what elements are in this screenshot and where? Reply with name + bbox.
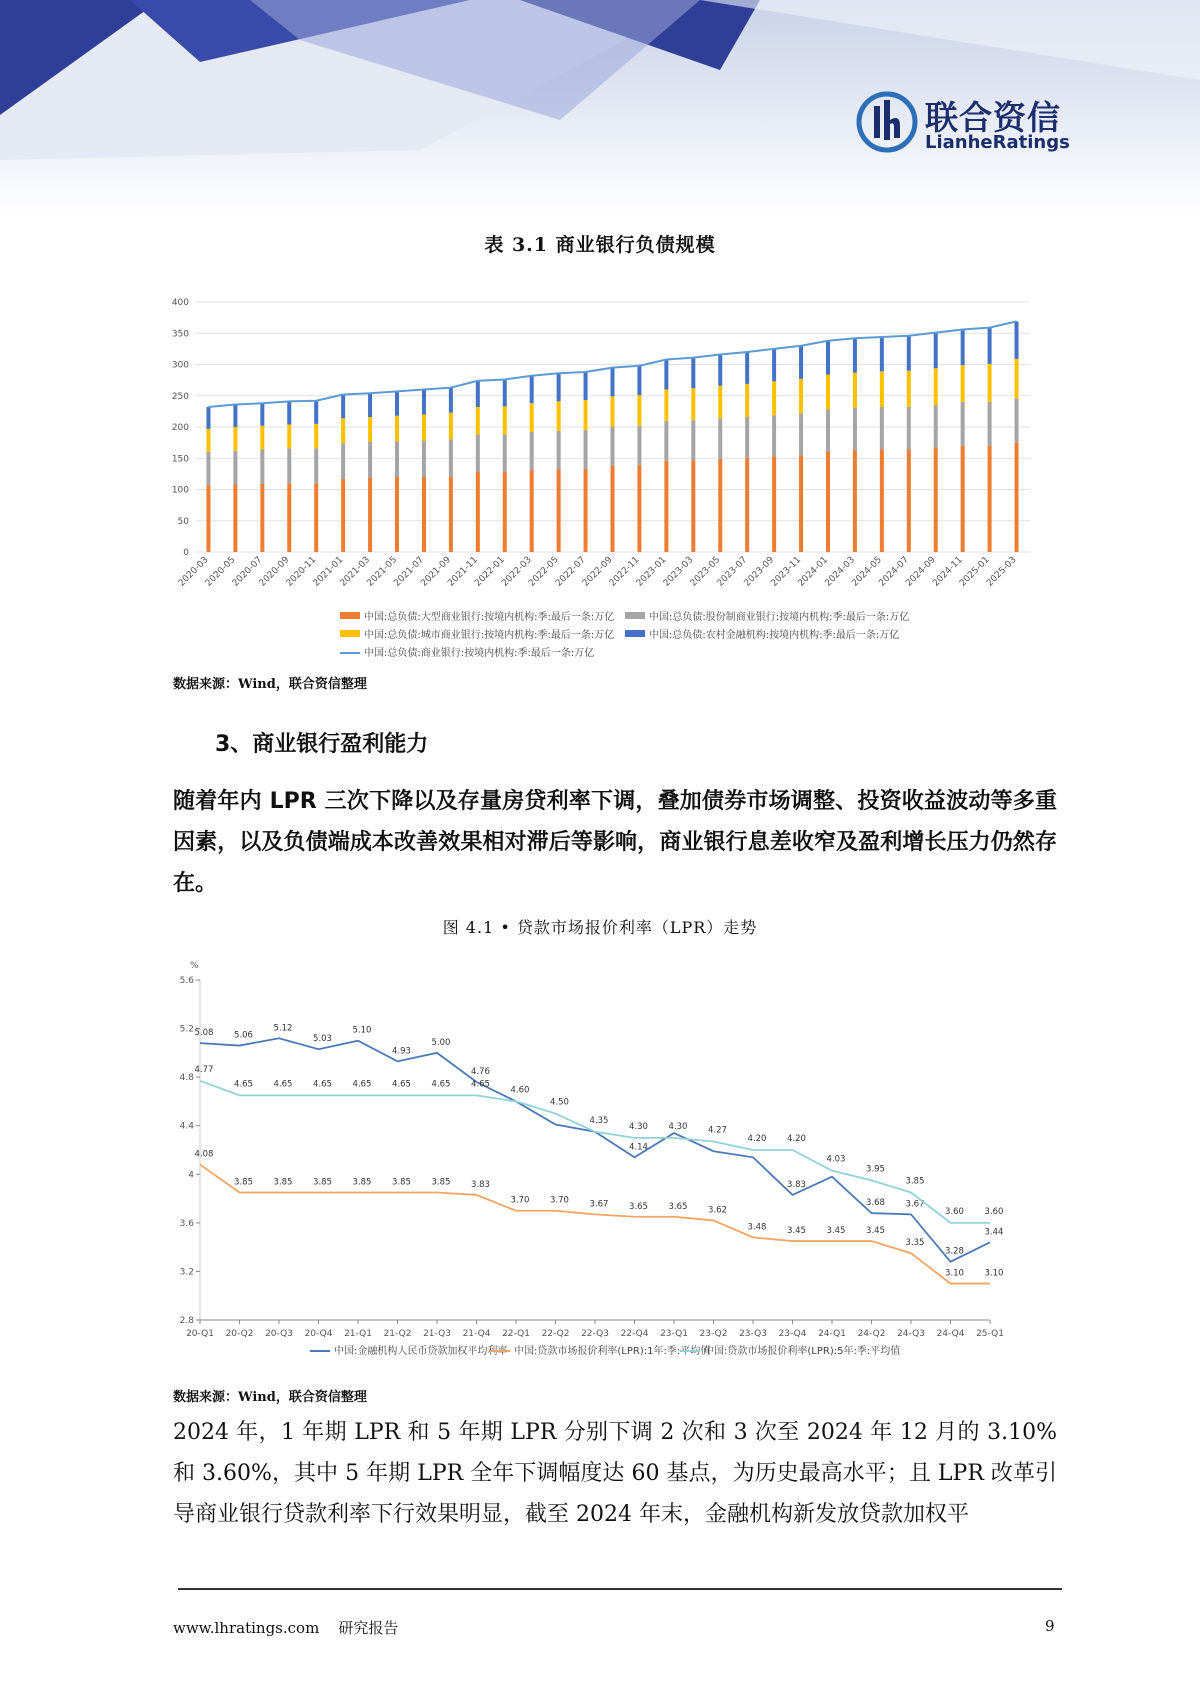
- data-label: 3.95: [866, 1164, 885, 1175]
- legend-label: 中国:总负债:股份制商业银行:按境内机构:季:最后一条:万亿: [649, 612, 910, 623]
- bar-segment: [341, 479, 345, 552]
- bar-segment: [422, 390, 426, 415]
- legend-label: 中国:金融机构人民币贷款加权平均利率: [334, 1346, 508, 1357]
- bar-segment: [449, 440, 453, 477]
- x-tick-label: 2020-07: [230, 555, 265, 589]
- bar-segment: [799, 413, 803, 455]
- bar-segment: [961, 365, 965, 402]
- x-tick-label: 22-Q3: [581, 1329, 609, 1339]
- data-label: 3.85: [431, 1177, 451, 1188]
- bar-segment: [664, 360, 668, 390]
- page-number: 9: [1045, 1617, 1055, 1635]
- brand-name-en: LianheRatings: [925, 132, 1070, 153]
- bar-segment: [584, 430, 588, 469]
- legend-label: 中国:总负债:商业银行:按境内机构:季:最后一条:万亿: [364, 648, 595, 659]
- section-heading: 3、商业银行盈利能力: [215, 732, 429, 757]
- bar-segment: [826, 341, 830, 375]
- y-tick-label: 200: [171, 423, 189, 433]
- bar-segment: [233, 405, 237, 428]
- y-tick-label: 350: [171, 329, 189, 340]
- data-label: 3.60: [984, 1206, 1004, 1217]
- x-tick-label: 24-Q3: [897, 1329, 925, 1339]
- data-label: 3.48: [747, 1222, 767, 1233]
- bar-segment: [557, 373, 561, 401]
- bar-segment: [233, 427, 237, 451]
- bar-segment: [853, 408, 857, 451]
- bar-segment: [395, 391, 399, 415]
- bar-segment: [206, 485, 210, 552]
- bar-segment: [1015, 398, 1019, 442]
- legend-swatch: [340, 630, 360, 637]
- data-label: 3.45: [866, 1226, 885, 1237]
- bar-segment: [745, 417, 749, 458]
- bar-segment: [260, 484, 264, 552]
- legend-label: 中国:总负债:城市商业银行:按境内机构:季:最后一条:万亿: [364, 630, 615, 641]
- bar-segment: [907, 336, 911, 371]
- bar-segment: [637, 426, 641, 465]
- bar-segment: [880, 337, 884, 371]
- data-label: 4.93: [392, 1046, 411, 1057]
- x-tick-label: 2023-03: [661, 555, 696, 589]
- bar-segment: [718, 386, 722, 419]
- data-label: 5.06: [234, 1030, 253, 1041]
- body-paragraph: 2024 年，1 年期 LPR 和 5 年期 LPR 分别下调 2 次和 3 次至 2024 年 12 月的 3.10%和 3.60%，其中 5 年期 LPR 全年下调幅度达 60 基点，为历史最高水平；且 LPR 改革引导商业银行贷款利率下行效果明显，截至 2024 年末，金融机构新发放贷款加权平: [173, 1420, 1057, 1527]
- bar-segment: [557, 431, 561, 470]
- bar-segment: [476, 435, 480, 473]
- data-label: 3.85: [905, 1176, 925, 1187]
- footer-report-type: 研究报告: [338, 1619, 399, 1637]
- brand-logo-icon: [855, 90, 919, 154]
- x-tick-label: 2023-09: [742, 555, 777, 589]
- data-label: 5.12: [273, 1023, 293, 1034]
- x-tick-label: 21-Q4: [462, 1329, 491, 1339]
- data-label: 4.65: [313, 1079, 332, 1090]
- bar-segment: [287, 425, 291, 449]
- x-tick-label: 23-Q2: [699, 1329, 728, 1339]
- bar-segment: [395, 416, 399, 442]
- bar-segment: [934, 405, 938, 448]
- x-tick-label: 2022-03: [500, 555, 534, 589]
- bar-segment: [368, 417, 372, 442]
- x-tick-label: 2025-01: [958, 555, 992, 589]
- bar-segment: [260, 403, 264, 426]
- bar-segment: [826, 375, 830, 410]
- x-tick-label: 2024-07: [877, 555, 911, 589]
- x-tick-label: 20-Q3: [265, 1329, 293, 1339]
- bar-segment: [422, 477, 426, 552]
- bar-segment: [961, 446, 965, 552]
- bar-segment: [530, 376, 534, 404]
- bar-segment: [826, 410, 830, 453]
- bar-segment: [691, 460, 695, 552]
- legend-label: 中国:总负债:农村金融机构:按境内机构:季:最后一条:万亿: [649, 630, 900, 641]
- x-tick-label: 2020-03: [176, 555, 211, 589]
- bar-segment: [476, 381, 480, 407]
- bar-segment: [233, 451, 237, 485]
- brand-logo: [855, 88, 1075, 158]
- data-label: 3.85: [313, 1177, 332, 1188]
- bar-segment: [664, 461, 668, 552]
- bar-segment: [988, 402, 992, 446]
- data-label: 3.70: [510, 1195, 530, 1206]
- data-label: 3.70: [550, 1195, 569, 1206]
- bar-segment: [503, 435, 507, 473]
- bar-segment: [907, 450, 911, 553]
- data-label: 4.77: [194, 1064, 214, 1075]
- bar-segment: [287, 448, 291, 483]
- x-tick-label: 2021-11: [446, 555, 480, 589]
- bar-segment: [530, 470, 534, 552]
- legend-swatch: [340, 612, 360, 619]
- summary-paragraph: 随着年内 LPR 三次下降以及存量房贷利率下调，叠加债券市场调整、投资收益波动等多重因素，以及负债端成本改善效果相对滞后等影响，商业银行息差收窄及盈利增长压力仍然存在。: [173, 789, 1057, 896]
- bar-segment: [287, 401, 291, 424]
- data-label: 3.67: [589, 1199, 609, 1210]
- x-tick-label: 22-Q1: [502, 1329, 530, 1339]
- bar-segment: [961, 402, 965, 446]
- legend-label: 中国:贷款市场报价利率(LPR):1年:季:平均值: [514, 1346, 711, 1357]
- y-unit-label: %: [190, 961, 199, 971]
- brand-name-cn: 联合资信: [925, 98, 1061, 137]
- bar-segment: [718, 418, 722, 459]
- x-tick-label: 2022-07: [554, 555, 588, 589]
- data-label: 3.83: [471, 1179, 490, 1190]
- data-label: 3.28: [945, 1246, 964, 1257]
- data-label: 3.44: [984, 1227, 1004, 1238]
- data-label: 4.60: [510, 1085, 530, 1096]
- bar-segment: [233, 485, 237, 553]
- data-label: 5.00: [431, 1037, 451, 1048]
- data-label: 4.08: [194, 1149, 214, 1160]
- data-label: 3.35: [905, 1238, 925, 1249]
- data-label: 3.85: [273, 1177, 293, 1188]
- chart1-source-note: 数据来源：Wind，联合资信整理: [173, 677, 367, 692]
- data-label: 4.65: [431, 1079, 451, 1090]
- x-tick-label: 2024-03: [823, 555, 858, 589]
- x-tick-label: 2025-03: [984, 555, 1019, 589]
- x-tick-label: 22-Q2: [541, 1329, 570, 1339]
- x-tick-label: 21-Q2: [383, 1329, 412, 1339]
- data-label: 5.08: [194, 1028, 214, 1039]
- x-tick-label: 2023-07: [715, 555, 750, 589]
- bar-segment: [772, 415, 776, 456]
- bar-segment: [988, 364, 992, 402]
- data-label: 4.03: [826, 1154, 846, 1165]
- bar-segment: [584, 372, 588, 400]
- bar-segment: [934, 368, 938, 405]
- bar-segment: [880, 371, 884, 407]
- bar-segment: [637, 465, 641, 552]
- x-tick-label: 2020-09: [257, 555, 292, 589]
- y-tick-label: 3.6: [179, 1218, 194, 1229]
- bar-segment: [422, 441, 426, 477]
- bar-segment: [880, 450, 884, 553]
- y-tick-label: 4.4: [179, 1121, 194, 1132]
- data-label: 4.35: [589, 1115, 609, 1126]
- data-label: 3.62: [708, 1205, 727, 1216]
- bar-segment: [206, 429, 210, 452]
- footer-divider: [178, 1588, 1062, 1590]
- bar-segment: [314, 401, 318, 424]
- bar-segment: [691, 388, 695, 420]
- bar-segment: [584, 469, 588, 552]
- bar-segment: [611, 466, 615, 552]
- footer-site-and-type: [173, 1617, 398, 1638]
- y-tick-label: 300: [171, 360, 189, 371]
- data-label: 3.83: [787, 1179, 806, 1190]
- legend-swatch: [625, 612, 645, 619]
- bar-segment: [368, 442, 372, 478]
- chart2-source-note: 数据来源：Wind，联合资信整理: [173, 1390, 367, 1405]
- x-tick-label: 2021-03: [338, 555, 373, 589]
- bar-segment: [422, 415, 426, 441]
- x-tick-label: 20-Q4: [304, 1329, 333, 1339]
- data-label: 3.85: [234, 1177, 253, 1188]
- bar-segment: [907, 407, 911, 450]
- bar-segment: [368, 478, 372, 552]
- bar-segment: [341, 443, 345, 479]
- y-tick-label: 50: [177, 516, 189, 527]
- x-tick-label: 24-Q4: [936, 1329, 965, 1339]
- data-label: 3.45: [787, 1226, 806, 1237]
- x-tick-label: 22-Q4: [620, 1329, 649, 1339]
- data-label: 4.76: [471, 1067, 490, 1077]
- data-label: 4.30: [629, 1121, 648, 1132]
- x-tick-label: 23-Q4: [778, 1329, 807, 1339]
- x-tick-label: 2021-05: [365, 555, 400, 589]
- bar-segment: [718, 355, 722, 386]
- x-tick-label: 2024-09: [904, 555, 938, 589]
- data-label: 4.65: [471, 1079, 490, 1090]
- bar-segment: [745, 352, 749, 384]
- data-label: 5.03: [313, 1034, 332, 1045]
- y-tick-label: 4.8: [179, 1073, 194, 1084]
- x-tick-label: 2024-05: [850, 555, 884, 589]
- x-tick-label: 24-Q1: [818, 1329, 846, 1339]
- bar-segment: [664, 390, 668, 421]
- x-tick-label: 2021-09: [419, 555, 454, 589]
- x-tick-label: 2023-11: [769, 555, 804, 589]
- bar-segment: [368, 393, 372, 417]
- bar-segment: [557, 470, 561, 553]
- x-tick-label: 2020-05: [203, 555, 238, 589]
- bar-segment: [530, 403, 534, 432]
- data-label: 3.65: [668, 1201, 688, 1212]
- bar-segment: [314, 424, 318, 448]
- data-label: 3.10: [945, 1268, 964, 1279]
- bar-segment: [745, 384, 749, 417]
- y-tick-label: 250: [171, 391, 189, 402]
- bar-segment: [206, 452, 210, 485]
- x-tick-label: 24-Q2: [857, 1329, 886, 1339]
- x-tick-label: 2021-07: [392, 555, 427, 589]
- bar-segment: [934, 333, 938, 369]
- y-tick-label: 100: [171, 485, 189, 496]
- bar-segment: [961, 330, 965, 366]
- x-tick-label: 2022-01: [473, 555, 507, 589]
- data-label: 4.20: [747, 1134, 767, 1144]
- x-tick-label: 21-Q3: [423, 1329, 451, 1339]
- bar-segment: [880, 407, 884, 450]
- bar-segment: [799, 379, 803, 413]
- bar-segment: [1015, 443, 1019, 552]
- x-tick-label: 20-Q1: [186, 1329, 214, 1339]
- bar-segment: [503, 380, 507, 407]
- bar-segment: [772, 349, 776, 382]
- bar-segment: [476, 472, 480, 552]
- bar-segment: [745, 458, 749, 552]
- data-label: 4.20: [787, 1134, 806, 1144]
- bar-segment: [449, 476, 453, 552]
- data-label: 3.85: [352, 1177, 372, 1188]
- bar-segment: [691, 420, 695, 460]
- x-tick-label: 2022-05: [527, 555, 561, 589]
- x-tick-label: 21-Q1: [344, 1329, 372, 1339]
- data-label: 3.65: [629, 1201, 648, 1212]
- bar-segment: [476, 407, 480, 435]
- y-tick-label: 0: [183, 548, 189, 558]
- bar-segment: [341, 395, 345, 419]
- bar-segment: [799, 455, 803, 552]
- bar-segment: [772, 456, 776, 552]
- bar-segment: [530, 432, 534, 470]
- data-label: 3.68: [866, 1198, 885, 1209]
- bar-segment: [718, 459, 722, 552]
- bar-segment: [988, 446, 992, 552]
- data-label: 4.27: [708, 1125, 727, 1136]
- data-label: 3.45: [826, 1226, 846, 1237]
- figure-caption: 图 4.1 • 贷款市场报价利率（LPR）走势: [442, 918, 758, 937]
- legend-swatch: [625, 630, 645, 637]
- x-tick-label: 23-Q3: [739, 1329, 767, 1339]
- data-label: 4.65: [352, 1079, 372, 1090]
- x-tick-label: 25-Q1: [976, 1329, 1004, 1339]
- bar-segment: [260, 426, 264, 450]
- legend-label: 中国:总负债:大型商业银行:按境内机构:季:最后一条:万亿: [364, 612, 615, 623]
- x-tick-label: 2020-11: [284, 555, 319, 589]
- x-tick-label: 2022-11: [607, 555, 642, 589]
- x-tick-label: 2023-01: [634, 555, 669, 589]
- bar-segment: [934, 448, 938, 552]
- y-tick-label: 5.6: [179, 976, 194, 986]
- data-label: 3.10: [984, 1268, 1004, 1279]
- bar-segment: [503, 406, 507, 434]
- data-label: 4.65: [273, 1079, 293, 1090]
- bar-segment: [503, 472, 507, 552]
- bar-segment: [637, 366, 641, 395]
- footer-site-link[interactable]: www.lhratings.com: [173, 1619, 320, 1637]
- y-tick-label: 400: [171, 298, 189, 308]
- data-label: 3.67: [905, 1199, 925, 1210]
- liabilities-stacked-bar-chart: [165, 290, 1065, 670]
- y-tick-label: 4: [188, 1170, 194, 1181]
- data-label: 4.14: [629, 1142, 648, 1153]
- bar-segment: [853, 450, 857, 552]
- x-tick-label: 2023-05: [688, 555, 723, 589]
- bar-segment: [1015, 321, 1019, 359]
- x-tick-label: 2024-01: [796, 555, 831, 589]
- bar-segment: [584, 400, 588, 430]
- bar-segment: [799, 346, 803, 379]
- bar-segment: [1015, 359, 1019, 398]
- table-caption: 表 3.1 商业银行负债规模: [484, 234, 716, 256]
- legend-label: 中国:贷款市场报价利率(LPR):5年:季:平均值: [704, 1346, 901, 1357]
- bar-segment: [691, 358, 695, 389]
- bar-segment: [772, 381, 776, 415]
- bar-segment: [395, 477, 399, 552]
- x-tick-label: 2022-09: [580, 555, 615, 589]
- bar-segment: [826, 452, 830, 552]
- x-tick-label: 2024-11: [931, 555, 965, 589]
- data-label: 3.85: [392, 1177, 411, 1188]
- data-label: 3.60: [945, 1206, 964, 1217]
- bar-segment: [449, 413, 453, 440]
- x-tick-label: 20-Q2: [225, 1329, 254, 1339]
- data-label: 5.10: [352, 1025, 372, 1036]
- bar-segment: [557, 401, 561, 430]
- y-tick-label: 2.8: [179, 1316, 194, 1326]
- data-label: 4.65: [234, 1079, 253, 1090]
- bar-segment: [395, 441, 399, 477]
- bar-segment: [907, 371, 911, 407]
- bar-segment: [988, 328, 992, 364]
- bar-segment: [206, 407, 210, 429]
- bar-segment: [341, 418, 345, 443]
- lpr-trend-line-chart: [165, 950, 1045, 1370]
- bar-segment: [611, 396, 615, 426]
- data-label: 4.65: [392, 1079, 411, 1090]
- bar-segment: [314, 483, 318, 552]
- bar-segment: [449, 388, 453, 413]
- y-tick-label: 150: [171, 454, 189, 465]
- bar-segment: [853, 338, 857, 372]
- bar-segment: [611, 368, 615, 397]
- bar-segment: [611, 426, 615, 465]
- data-label: 4.50: [550, 1097, 569, 1108]
- bar-segment: [287, 483, 291, 552]
- y-tick-label: 5.2: [179, 1024, 194, 1035]
- bar-segment: [260, 450, 264, 484]
- y-tick-label: 3.2: [179, 1267, 194, 1278]
- bar-segment: [314, 448, 318, 483]
- x-tick-label: 23-Q1: [660, 1329, 688, 1339]
- bar-segment: [637, 395, 641, 426]
- data-label: 4.30: [668, 1121, 688, 1132]
- bar-segment: [664, 421, 668, 461]
- bar-segment: [853, 373, 857, 408]
- x-tick-label: 2021-01: [311, 555, 346, 589]
